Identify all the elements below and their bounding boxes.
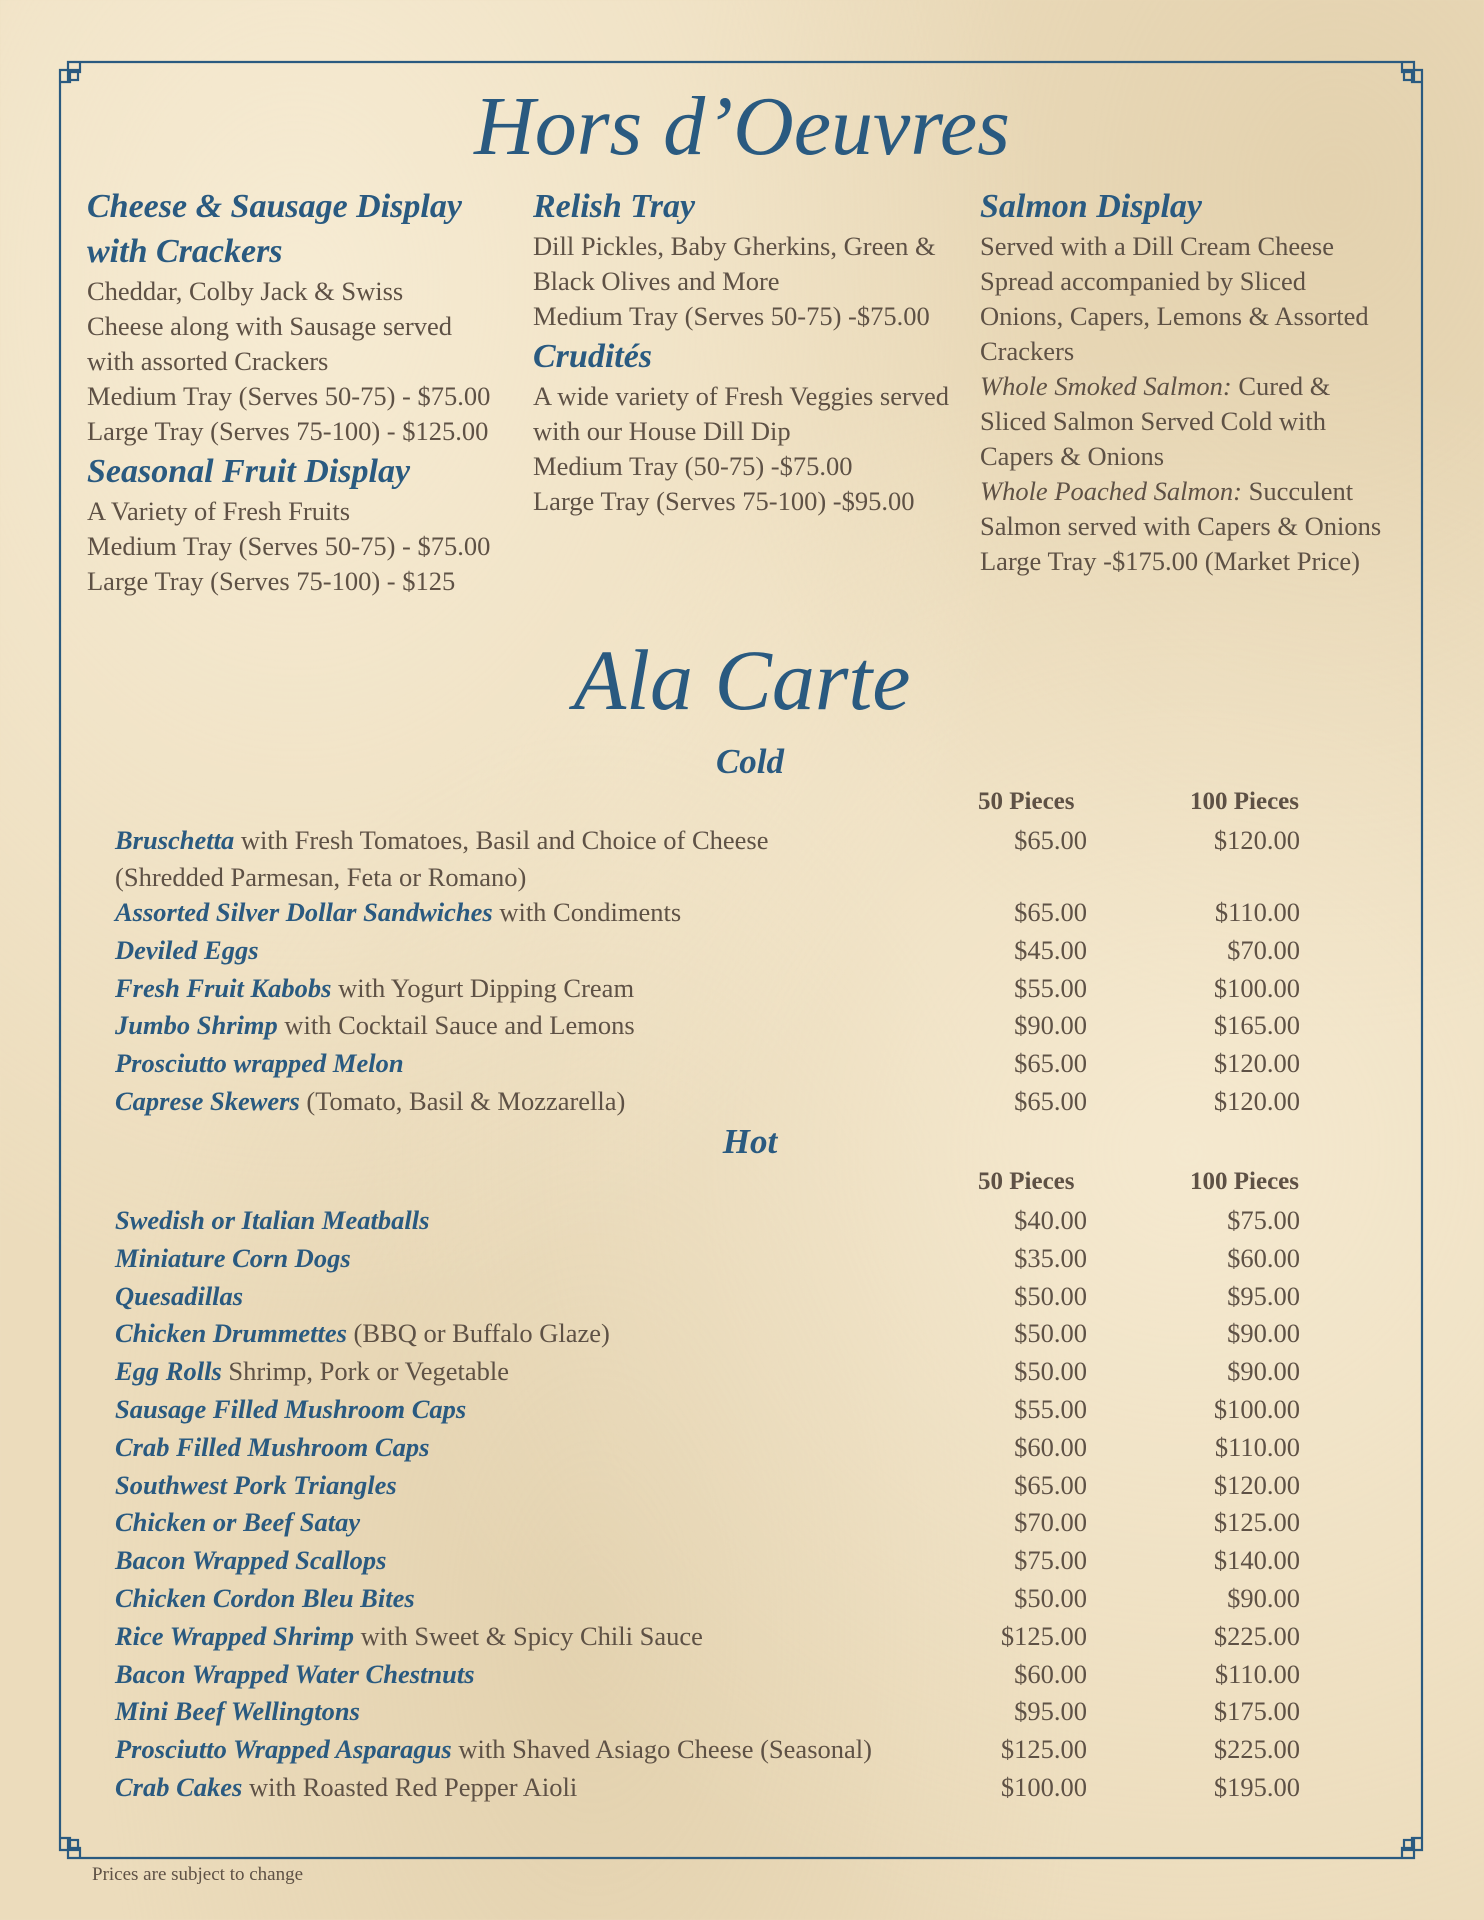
price-50-pieces: $125.00 — [1000, 1620, 1087, 1651]
menu-item-name: Jumbo Shrimp — [115, 1010, 278, 1041]
price-100-pieces: $120.00 — [1213, 1469, 1300, 1500]
price-100-pieces: $140.00 — [1213, 1545, 1300, 1576]
menu-item-row — [115, 1542, 1300, 1580]
column-2 — [533, 184, 963, 519]
menu-item-name: Bruschetta — [115, 825, 235, 855]
price-100-pieces: $90.00 — [1227, 1582, 1300, 1613]
menu-item-name: Crab Cakes — [115, 1771, 243, 1802]
poached-salmon-line: Salmon served with Capers & Onions — [980, 511, 1382, 541]
price-50-pieces: $40.00 — [1014, 1205, 1087, 1235]
menu-item-row — [115, 822, 1300, 894]
menu-item-row — [115, 1504, 1300, 1542]
menu-item-name: Assorted Silver Dollar Sandwiches — [115, 897, 493, 927]
crudites-large-tray: Large Tray (Serves 75-100) -$95.00 — [533, 486, 915, 516]
cold-items-table — [115, 822, 1300, 1121]
fruit-large-tray: Large Tray (Serves 75-100) - $125 — [87, 566, 456, 596]
smoked-salmon-label: Whole Smoked Salmon: — [980, 371, 1232, 401]
menu-item-row — [115, 1315, 1300, 1353]
price-100-pieces: $125.00 — [1213, 1507, 1300, 1538]
cold-50-pieces-header: 50 Pieces — [978, 788, 1075, 815]
cold-heading: Cold — [715, 742, 785, 781]
menu-item-name: Quesadillas — [115, 1280, 244, 1311]
price-50-pieces: $65.00 — [1014, 825, 1087, 855]
price-100-pieces: $110.00 — [1214, 1431, 1300, 1462]
price-50-pieces: $75.00 — [1014, 1545, 1087, 1576]
menu-item-name: Prosciutto Wrapped Asparagus — [115, 1734, 452, 1765]
poached-salmon-label: Whole Poached Salmon: — [980, 476, 1242, 506]
menu-item-row — [115, 1045, 1300, 1083]
cheese-large-tray: Large Tray (Serves 75-100) - $125.00 — [87, 416, 489, 446]
cheese-desc-line: Cheddar, Colby Jack & Swiss — [87, 276, 404, 306]
fruit-medium-tray: Medium Tray (Serves 50-75) - $75.00 — [87, 531, 491, 561]
poached-salmon-line — [980, 474, 1400, 509]
relish-desc-line: Black Olives and More — [533, 266, 780, 296]
column-1 — [87, 184, 512, 599]
price-50-pieces: $65.00 — [1014, 1085, 1087, 1116]
price-100-pieces: $175.00 — [1213, 1696, 1300, 1727]
price-50-pieces: $50.00 — [1014, 1318, 1087, 1349]
menu-item-description: (Tomato, Basil & Mozzarella) — [299, 1085, 626, 1116]
salmon-desc-line: Onions, Capers, Lemons & Assorted — [980, 301, 1369, 331]
menu-item-row — [115, 932, 1300, 970]
price-50-pieces: $60.00 — [1014, 1431, 1087, 1462]
price-50-pieces: $90.00 — [1014, 1010, 1087, 1041]
price-100-pieces: $120.00 — [1213, 825, 1300, 855]
relish-medium-tray: Medium Tray (Serves 50-75) -$75.00 — [533, 301, 930, 331]
price-100-pieces: $165.00 — [1213, 1010, 1300, 1041]
price-100-pieces: $90.00 — [1227, 1318, 1300, 1349]
crudites-desc-line: with our House Dill Dip — [533, 416, 791, 446]
menu-item-description: with Yogurt Dipping Cream — [331, 972, 635, 1003]
relish-desc-line: Dill Pickles, Baby Gherkins, Green & — [533, 231, 936, 261]
menu-item-name: Southwest Pork Triangles — [115, 1469, 397, 1500]
menu-item-row — [115, 1391, 1300, 1429]
hot-100-pieces-header: 100 Pieces — [1190, 1168, 1299, 1195]
smoked-salmon-line: Sliced Salmon Served Cold with — [980, 406, 1326, 436]
price-100-pieces: $100.00 — [1213, 1393, 1300, 1424]
price-50-pieces: $65.00 — [1014, 897, 1087, 927]
menu-item-name: Miniature Corn Dogs — [115, 1242, 351, 1273]
menu-item-name: Swedish or Italian Meatballs — [115, 1205, 430, 1235]
smoked-salmon-line — [980, 369, 1400, 404]
menu-item-name: Fresh Fruit Kabobs — [115, 972, 332, 1003]
menu-item-name: Egg Rolls — [115, 1356, 222, 1387]
price-100-pieces: $95.00 — [1227, 1280, 1300, 1311]
price-50-pieces: $65.00 — [1014, 1048, 1087, 1079]
salmon-large-tray: Large Tray -$175.00 (Market Price) — [980, 546, 1360, 576]
menu-item-row — [115, 1353, 1300, 1391]
hot-heading: Hot — [722, 1122, 778, 1161]
salmon-display-heading: Salmon Display — [980, 188, 1202, 225]
menu-item-name: Sausage Filled Mushroom Caps — [115, 1393, 467, 1424]
menu-item-row — [115, 1731, 1300, 1769]
menu-item-name: Deviled Eggs — [115, 934, 259, 965]
price-50-pieces: $50.00 — [1014, 1356, 1087, 1387]
menu-item-name: Chicken Drummettes — [115, 1318, 347, 1349]
hot-items-table — [115, 1202, 1300, 1807]
footer-note: Prices are subject to change — [92, 1864, 304, 1885]
menu-item-row — [115, 1278, 1300, 1316]
menu-item-row — [115, 1580, 1300, 1618]
price-50-pieces: $125.00 — [1000, 1734, 1087, 1765]
salmon-desc-line: Spread accompanied by Sliced — [980, 266, 1306, 296]
column-3 — [980, 184, 1400, 579]
menu-item-name: Bacon Wrapped Scallops — [115, 1545, 387, 1576]
menu-item-description-line2: (Shredded Parmesan, Feta or Romano) — [115, 861, 527, 892]
price-50-pieces: $65.00 — [1014, 1469, 1087, 1500]
cheese-medium-tray: Medium Tray (Serves 50-75) - $75.00 — [87, 381, 491, 411]
menu-item-description: with Fresh Tomatoes, Basil and Choice of Cheese — [234, 825, 769, 855]
price-100-pieces: $75.00 — [1227, 1205, 1300, 1235]
menu-item-description: with Sweet & Spicy Chili Sauce — [354, 1620, 703, 1651]
price-50-pieces: $45.00 — [1014, 934, 1087, 965]
price-100-pieces: $90.00 — [1227, 1356, 1300, 1387]
price-100-pieces: $225.00 — [1213, 1620, 1300, 1651]
hot-50-pieces-header: 50 Pieces — [978, 1168, 1075, 1195]
menu-item-description: with Roasted Red Pepper Aioli — [242, 1771, 578, 1802]
smoked-salmon-text: Cured & — [1231, 371, 1331, 401]
price-50-pieces: $50.00 — [1014, 1582, 1087, 1613]
menu-item-description: (BBQ or Buffalo Glaze) — [346, 1318, 610, 1349]
crudites-medium-tray: Medium Tray (50-75) -$75.00 — [533, 451, 853, 481]
price-100-pieces: $100.00 — [1213, 972, 1300, 1003]
ala-carte-title: Ala Carte — [573, 632, 911, 728]
menu-item-row — [115, 1693, 1300, 1731]
menu-item-row — [115, 1240, 1300, 1278]
price-50-pieces: $55.00 — [1014, 1393, 1087, 1424]
price-100-pieces: $120.00 — [1213, 1048, 1300, 1079]
cheese-sausage-heading-line2: with Crackers — [87, 233, 283, 270]
menu-item-name: Chicken Cordon Bleu Bites — [115, 1582, 415, 1613]
menu-item-row — [115, 1618, 1300, 1656]
menu-item-name: Caprese Skewers — [115, 1085, 300, 1116]
price-50-pieces: $100.00 — [1000, 1771, 1087, 1802]
menu-item-name: Bacon Wrapped Water Chestnuts — [115, 1658, 475, 1689]
smoked-salmon-line: Capers & Onions — [980, 441, 1165, 471]
menu-item-row — [115, 1007, 1300, 1045]
poached-salmon-text: Succulent — [1242, 476, 1354, 506]
menu-item-description: with Cocktail Sauce and Lemons — [277, 1010, 635, 1041]
price-100-pieces: $110.00 — [1214, 897, 1300, 927]
price-50-pieces: $70.00 — [1014, 1507, 1087, 1538]
cheese-sausage-heading: Cheese & Sausage Display — [87, 188, 462, 225]
price-50-pieces: $95.00 — [1014, 1696, 1087, 1727]
price-100-pieces: $195.00 — [1213, 1771, 1300, 1802]
hors-doeuvres-title: Hors d’Oeuvres — [474, 80, 1010, 173]
menu-item-row — [115, 1202, 1300, 1240]
menu-item-name: Crab Filled Mushroom Caps — [115, 1431, 430, 1462]
price-50-pieces: $60.00 — [1014, 1658, 1087, 1689]
price-50-pieces: $35.00 — [1014, 1242, 1087, 1273]
price-100-pieces: $120.00 — [1213, 1085, 1300, 1116]
cheese-desc-line: Cheese along with Sausage served — [87, 311, 453, 341]
menu-item-row — [115, 1769, 1300, 1807]
menu-item-name: Mini Beef Wellingtons — [115, 1696, 360, 1727]
price-100-pieces: $60.00 — [1227, 1242, 1300, 1273]
menu-item-description: with Shaved Asiago Cheese (Seasonal) — [451, 1734, 872, 1765]
relish-tray-heading: Relish Tray — [533, 188, 696, 225]
menu-item-row — [115, 1467, 1300, 1505]
menu-item-name: Chicken or Beef Satay — [115, 1507, 361, 1538]
price-50-pieces: $55.00 — [1014, 972, 1087, 1003]
price-50-pieces: $50.00 — [1014, 1280, 1087, 1311]
menu-item-description: Shrimp, Pork or Vegetable — [221, 1356, 510, 1387]
menu-item-row — [115, 1656, 1300, 1694]
menu-item-name: Prosciutto wrapped Melon — [115, 1048, 404, 1079]
menu-item-row — [115, 1429, 1300, 1467]
menu-item-row — [115, 894, 1300, 932]
price-100-pieces: $70.00 — [1227, 934, 1300, 965]
crudites-desc-line: A wide variety of Fresh Veggies served — [533, 381, 950, 411]
salmon-desc-line: Served with a Dill Cream Cheese — [980, 231, 1334, 261]
price-100-pieces: $225.00 — [1213, 1734, 1300, 1765]
fruit-display-heading: Seasonal Fruit Display — [87, 453, 411, 490]
crudites-heading: Crudités — [533, 338, 653, 375]
price-100-pieces: $110.00 — [1214, 1658, 1300, 1689]
cold-100-pieces-header: 100 Pieces — [1190, 788, 1299, 815]
menu-item-row — [115, 970, 1300, 1008]
cheese-desc-line: with assorted Crackers — [87, 346, 329, 376]
salmon-desc-line: Crackers — [980, 336, 1075, 366]
menu-item-description: with Condiments — [492, 897, 682, 927]
menu-item-row — [115, 1083, 1300, 1121]
menu-item-name: Rice Wrapped Shrimp — [115, 1620, 355, 1651]
fruit-desc: A Variety of Fresh Fruits — [87, 496, 351, 526]
